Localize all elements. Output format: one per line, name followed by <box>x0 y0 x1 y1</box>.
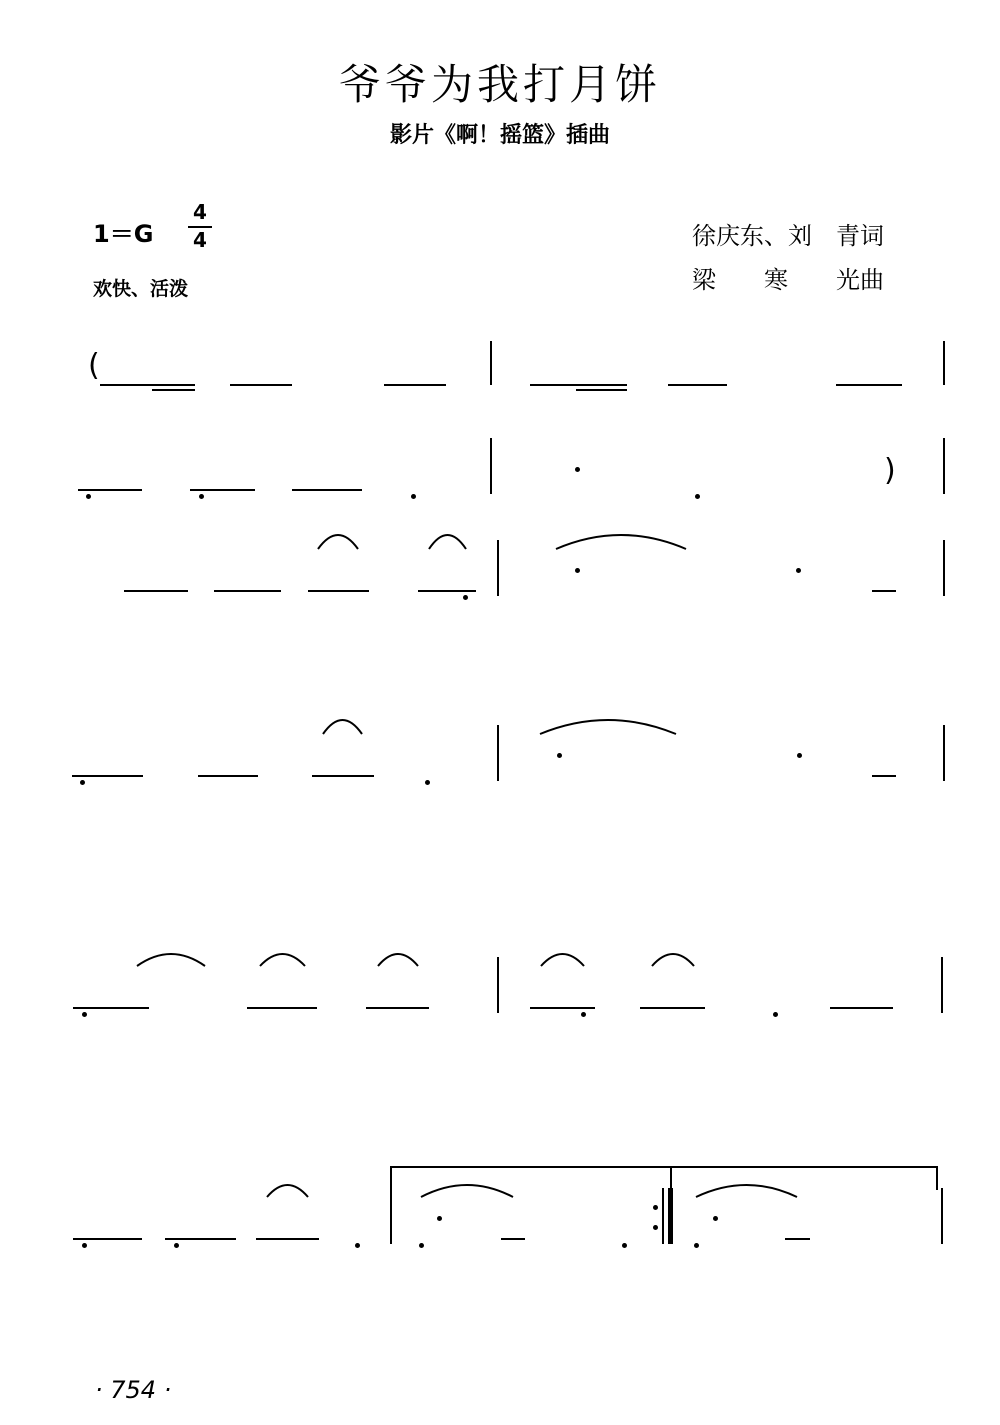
bar-line <box>497 725 499 781</box>
tie-slur <box>323 720 362 734</box>
beam-underline <box>73 1007 149 1009</box>
bar-line <box>943 540 945 596</box>
beam-underline <box>152 389 195 391</box>
augmentation-dot <box>796 568 801 573</box>
key-signature: 1＝G <box>93 220 154 248</box>
tie-slur <box>267 1185 308 1197</box>
volta-bracket-mid <box>670 1166 672 1190</box>
beam-underline <box>576 389 627 391</box>
tie-slur <box>137 954 205 966</box>
beam-underline <box>785 1238 810 1240</box>
lower-octave-dot <box>199 494 204 499</box>
composer-credit: 梁 寒 光曲 <box>692 266 884 294</box>
tie-slur <box>318 535 358 549</box>
beam-underline <box>384 384 446 386</box>
beam-underline <box>165 1238 236 1240</box>
bar-line <box>943 438 945 494</box>
beam-underline <box>78 489 142 491</box>
repeat-dot-bottom <box>653 1225 658 1230</box>
page-number: · 754 · <box>95 1376 172 1404</box>
tie-slur <box>378 954 418 966</box>
time-signature-top: 4 <box>193 200 207 224</box>
lower-octave-dot <box>411 494 416 499</box>
beam-underline <box>530 384 627 386</box>
lower-octave-dot <box>463 595 468 600</box>
lower-octave-dot <box>581 1012 586 1017</box>
beam-underline <box>366 1007 429 1009</box>
repeat-thin-bar <box>662 1188 664 1244</box>
volta-bracket-top <box>390 1166 938 1168</box>
augmentation-dot <box>575 568 580 573</box>
beam-underline <box>668 384 727 386</box>
lower-octave-dot <box>82 1243 87 1248</box>
augmentation-dot <box>437 1216 442 1221</box>
lower-octave-dot <box>82 1012 87 1017</box>
bar-line <box>941 1188 943 1244</box>
bar-line <box>943 725 945 781</box>
repeat-thick-bar <box>668 1188 673 1244</box>
bar-line <box>497 540 499 596</box>
bar-line <box>943 341 945 385</box>
song-subtitle: 影片《啊！摇篮》插曲 <box>389 123 610 148</box>
volta-bracket-left <box>390 1166 392 1190</box>
beam-underline <box>72 775 143 777</box>
bar-line <box>490 341 492 385</box>
tie-slur <box>260 954 305 966</box>
beam-underline <box>312 775 374 777</box>
paren-open: ( <box>88 348 100 383</box>
beam-underline <box>198 775 258 777</box>
time-signature-bottom: 4 <box>193 228 207 252</box>
bar-line <box>941 957 943 1013</box>
beam-underline <box>418 590 476 592</box>
beam-underline <box>830 1007 893 1009</box>
tie-slur <box>556 535 686 549</box>
song-title: 爷爷为我打月饼 <box>338 60 661 109</box>
augmentation-dot <box>557 753 562 758</box>
beam-underline <box>73 1238 142 1240</box>
beam-underline <box>501 1238 525 1240</box>
lower-octave-dot <box>694 1243 699 1248</box>
tie-slur <box>540 720 676 734</box>
lower-octave-dot <box>622 1243 627 1248</box>
augmentation-dot <box>797 753 802 758</box>
tie-slur <box>421 1185 513 1197</box>
bar-line <box>490 438 492 494</box>
tie-slur <box>652 954 694 966</box>
beam-underline <box>256 1238 319 1240</box>
beam-underline <box>100 384 195 386</box>
paren-close: ) <box>884 453 896 488</box>
beam-underline <box>872 590 896 592</box>
lower-octave-dot <box>80 780 85 785</box>
lower-octave-dot <box>419 1243 424 1248</box>
repeat-dot-top <box>653 1205 658 1210</box>
lower-octave-dot <box>773 1012 778 1017</box>
lower-octave-dot <box>425 780 430 785</box>
tempo-marking: 欢快、活泼 <box>93 278 189 300</box>
beam-underline <box>230 384 292 386</box>
lower-octave-dot <box>695 494 700 499</box>
lyricist-credit: 徐庆东、刘 青词 <box>692 222 884 250</box>
beam-underline <box>872 775 896 777</box>
tie-slur <box>541 954 584 966</box>
bar-line <box>497 957 499 1013</box>
beam-underline <box>640 1007 705 1009</box>
beam-underline <box>530 1007 595 1009</box>
lower-octave-dot <box>86 494 91 499</box>
lower-octave-dot <box>174 1243 179 1248</box>
volta-bracket-right <box>936 1166 938 1190</box>
beam-underline <box>308 590 369 592</box>
beam-underline <box>190 489 255 491</box>
bar-line <box>390 1188 392 1244</box>
augmentation-dot <box>575 467 580 472</box>
beam-underline <box>836 384 902 386</box>
tie-slur <box>696 1185 797 1197</box>
tie-slur <box>429 535 466 549</box>
lower-octave-dot <box>355 1243 360 1248</box>
beam-underline <box>247 1007 317 1009</box>
beam-underline <box>124 590 188 592</box>
augmentation-dot <box>713 1216 718 1221</box>
beam-underline <box>214 590 281 592</box>
beam-underline <box>292 489 362 491</box>
